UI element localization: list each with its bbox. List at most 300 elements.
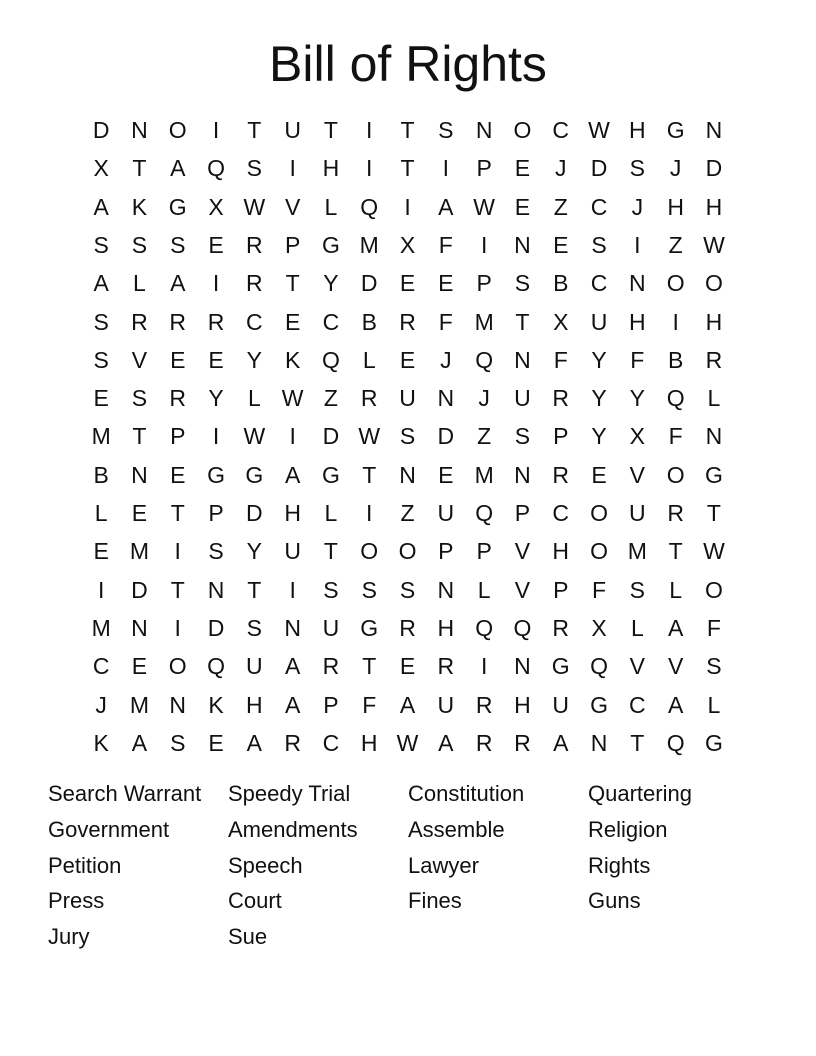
grid-letter: U <box>590 308 608 335</box>
grid-letter: X <box>93 155 109 182</box>
grid-letter: P <box>476 270 492 297</box>
grid-letter: J <box>669 155 682 182</box>
grid-letter: N <box>399 461 416 488</box>
grid-letter: Q <box>475 500 494 526</box>
grid-letter: N <box>169 691 187 718</box>
grid-letter: P <box>284 231 301 258</box>
grid-letter: Z <box>553 193 568 220</box>
grid-letter: Y <box>591 385 607 412</box>
grid-row <box>82 341 734 379</box>
grid-letter: D <box>246 500 263 526</box>
grid-letter: Y <box>246 346 262 373</box>
grid-letter: E <box>438 461 454 488</box>
grid-row <box>82 456 734 494</box>
grid-letter: Q <box>666 729 685 756</box>
grid-letter: E <box>514 155 531 182</box>
grid-letter: F <box>706 614 721 641</box>
grid-letter: U <box>322 614 340 641</box>
grid-letter: R <box>475 691 493 718</box>
grid-letter: T <box>285 270 300 297</box>
grid-letter: I <box>289 423 296 450</box>
grid-letter: G <box>705 729 723 756</box>
word-list-item: Sue <box>228 924 268 950</box>
grid-letter: P <box>170 423 186 450</box>
grid-letter: I <box>289 155 296 182</box>
grid-row <box>82 494 734 532</box>
grid-letter: E <box>93 538 109 565</box>
grid-letter: H <box>322 155 340 182</box>
grid-letter: U <box>246 653 263 680</box>
grid-letter: S <box>514 270 531 297</box>
grid-letter: F <box>438 231 453 258</box>
grid-letter: T <box>132 155 147 182</box>
grid-letter: C <box>552 117 570 143</box>
grid-letter: G <box>168 193 187 220</box>
grid-letter: N <box>514 346 531 373</box>
grid-row <box>82 379 734 417</box>
grid-row <box>82 226 734 264</box>
grid-letter: M <box>129 538 150 565</box>
grid-letter: L <box>324 193 338 220</box>
grid-letter: L <box>630 614 644 641</box>
grid-letter: R <box>552 614 570 641</box>
grid-letter: Y <box>591 423 607 450</box>
grid-letter: N <box>131 117 148 143</box>
grid-letter: S <box>629 576 645 603</box>
grid-letter: E <box>553 231 569 258</box>
grid-letter: A <box>93 193 109 220</box>
grid-letter: W <box>358 423 381 450</box>
grid-letter: I <box>212 423 220 450</box>
grid-letter: H <box>705 193 723 220</box>
grid-letter: L <box>707 691 721 718</box>
grid-letter: L <box>707 385 721 412</box>
grid-row <box>82 571 734 609</box>
grid-letter: M <box>627 538 647 565</box>
grid-letter: H <box>246 691 263 718</box>
grid-letter: J <box>95 691 107 718</box>
grid-letter: U <box>552 691 570 718</box>
grid-letter: A <box>246 729 262 756</box>
grid-letter: I <box>212 117 220 143</box>
grid-letter: N <box>437 385 455 412</box>
grid-letter: D <box>131 576 148 603</box>
grid-letter: E <box>399 653 416 680</box>
grid-letter: E <box>208 729 224 756</box>
grid-letter: O <box>513 117 532 143</box>
grid-letter: S <box>706 653 722 680</box>
word-list-item: Press <box>48 888 105 914</box>
grid-letter: Z <box>668 231 683 258</box>
grid-letter: T <box>170 576 185 603</box>
grid-letter: W <box>703 231 725 258</box>
grid-letter: X <box>553 308 569 335</box>
grid-letter: O <box>590 500 608 526</box>
grid-letter: K <box>93 729 109 756</box>
grid-letter: R <box>284 729 301 756</box>
grid-letter: S <box>93 231 109 258</box>
grid-letter: F <box>362 691 377 718</box>
grid-letter: G <box>590 691 608 718</box>
grid-letter: F <box>553 346 568 373</box>
grid-letter: E <box>514 193 531 220</box>
grid-letter: E <box>399 346 416 373</box>
grid-letter: S <box>591 231 607 258</box>
grid-letter: I <box>480 653 488 680</box>
grid-letter: S <box>170 231 186 258</box>
grid-letter: U <box>284 538 301 565</box>
grid-letter: S <box>131 385 148 412</box>
grid-letter: N <box>437 576 455 603</box>
grid-letter: L <box>94 500 108 526</box>
grid-row <box>82 686 734 724</box>
grid-letter: B <box>93 461 109 488</box>
grid-letter: H <box>514 691 531 718</box>
grid-letter: S <box>93 308 109 335</box>
grid-letter: A <box>93 270 109 297</box>
word-list-item: Fines <box>408 888 462 914</box>
grid-letter: A <box>667 614 684 641</box>
grid-letter: M <box>474 308 494 335</box>
grid-letter: G <box>207 461 225 488</box>
grid-letter: S <box>399 423 416 450</box>
grid-letter: B <box>553 270 569 297</box>
word-list-item: Search Warrant <box>48 781 202 806</box>
grid-letter: E <box>208 346 224 373</box>
grid-letter: N <box>131 461 148 488</box>
grid-letter: F <box>592 576 607 603</box>
grid-letter: F <box>438 308 453 335</box>
word-list-item: Petition <box>48 852 122 878</box>
word-list-item: Speedy Trial <box>228 781 351 806</box>
grid-letter: V <box>667 653 684 680</box>
grid-letter: Y <box>323 270 339 297</box>
grid-letter: E <box>591 461 607 488</box>
grid-letter: S <box>323 576 339 603</box>
grid-letter: F <box>668 423 683 450</box>
grid-letter: S <box>131 231 148 258</box>
grid-letter: H <box>667 193 684 220</box>
grid-letter: I <box>366 500 373 526</box>
grid-letter: H <box>705 308 723 335</box>
grid-letter: N <box>284 614 301 641</box>
grid-letter: X <box>399 231 416 258</box>
grid-letter: T <box>400 117 415 143</box>
grid-letter: L <box>247 385 261 412</box>
grid-letter: Z <box>400 500 415 526</box>
grid-letter: W <box>396 729 419 756</box>
letter-grid <box>82 111 734 761</box>
grid-letter: H <box>284 500 301 526</box>
grid-letter: L <box>362 346 376 373</box>
grid-letter: U <box>399 385 416 412</box>
word-list-item: Speech <box>228 852 303 878</box>
grid-letter: R <box>322 653 340 680</box>
grid-letter: N <box>590 729 608 756</box>
grid-letter: S <box>246 155 262 182</box>
grid-letter: L <box>669 576 683 603</box>
grid-letter: T <box>132 423 147 450</box>
word-list-item: Religion <box>588 816 668 842</box>
grid-letter: B <box>667 346 684 373</box>
grid-row <box>82 303 734 341</box>
grid-letter: E <box>93 385 109 412</box>
grid-letter: H <box>629 308 646 335</box>
grid-letter: E <box>131 653 148 680</box>
grid-row <box>82 532 734 570</box>
grid-letter: M <box>129 691 150 718</box>
grid-letter: R <box>437 653 455 680</box>
grid-letter: I <box>174 614 181 641</box>
grid-letter: P <box>208 500 224 526</box>
word-list-item: Rights <box>588 852 651 878</box>
grid-letter: L <box>477 576 491 603</box>
grid-letter: R <box>399 308 416 335</box>
grid-letter: P <box>514 500 531 526</box>
grid-letter: R <box>207 308 225 335</box>
grid-letter: M <box>474 461 494 488</box>
grid-letter: T <box>323 117 338 143</box>
grid-letter: A <box>170 270 186 297</box>
grid-row <box>82 417 734 455</box>
grid-letter: J <box>440 346 452 373</box>
grid-letter: N <box>705 423 723 450</box>
grid-letter: P <box>553 576 569 603</box>
grid-letter: A <box>553 729 569 756</box>
grid-letter: I <box>366 155 373 182</box>
grid-letter: L <box>324 500 338 526</box>
grid-letter: S <box>208 538 224 565</box>
grid-row <box>82 609 734 647</box>
grid-letter: G <box>551 653 570 680</box>
word-list-item: Assemble <box>408 816 505 842</box>
grid-letter: O <box>360 538 379 565</box>
grid-letter: P <box>553 423 569 450</box>
grid-letter: S <box>361 576 377 603</box>
grid-letter: R <box>475 729 493 756</box>
grid-letter: K <box>284 346 301 373</box>
grid-letter: U <box>437 500 455 526</box>
grid-letter: R <box>169 308 187 335</box>
grid-letter: E <box>208 231 224 258</box>
grid-letter: P <box>323 691 339 718</box>
grid-letter: U <box>514 385 531 412</box>
grid-row <box>82 647 734 685</box>
grid-letter: P <box>438 538 454 565</box>
grid-letter: X <box>629 423 645 450</box>
grid-letter: O <box>398 538 417 565</box>
grid-row <box>82 264 734 302</box>
word-list-item: Guns <box>588 888 641 914</box>
word-list-item: Jury <box>48 924 90 950</box>
grid-letter: Z <box>323 385 338 412</box>
grid-letter: T <box>400 155 415 182</box>
word-list-item: Government <box>48 816 170 842</box>
word-list-item: Constitution <box>408 781 525 806</box>
grid-letter: S <box>438 117 454 143</box>
grid-letter: C <box>629 691 646 718</box>
grid-letter: H <box>552 538 570 565</box>
grid-letter: A <box>399 691 416 718</box>
grid-letter: W <box>703 538 725 565</box>
grid-letter: D <box>360 270 378 297</box>
grid-letter: A <box>170 155 186 182</box>
grid-letter: U <box>284 117 301 143</box>
grid-letter: I <box>672 308 679 335</box>
grid-letter: E <box>170 461 186 488</box>
grid-letter: R <box>246 231 263 258</box>
grid-letter: F <box>630 346 645 373</box>
grid-letter: T <box>706 500 721 526</box>
grid-letter: O <box>168 117 187 143</box>
grid-letter: T <box>362 653 377 680</box>
page-title: Bill of Rights <box>269 36 547 92</box>
grid-letter: A <box>284 691 301 718</box>
grid-letter: R <box>399 614 416 641</box>
grid-row <box>82 188 734 226</box>
grid-letter: I <box>174 538 181 565</box>
grid-letter: T <box>515 308 530 335</box>
grid-letter: O <box>666 461 685 488</box>
grid-letter: E <box>131 500 148 526</box>
grid-letter: T <box>247 576 262 603</box>
grid-letter: P <box>476 155 492 182</box>
grid-letter: L <box>133 270 146 297</box>
grid-letter: T <box>362 461 377 488</box>
grid-letter: H <box>437 614 455 641</box>
grid-letter: G <box>360 614 379 641</box>
grid-row <box>82 111 734 149</box>
grid-letter: I <box>97 576 105 603</box>
grid-letter: M <box>359 231 379 258</box>
grid-letter: T <box>323 538 338 565</box>
grid-letter: Q <box>590 653 608 680</box>
grid-letter: A <box>284 461 301 488</box>
grid-letter: Z <box>477 423 492 450</box>
grid-letter: Q <box>360 193 379 220</box>
grid-letter: I <box>366 117 373 143</box>
grid-letter: I <box>442 155 450 182</box>
grid-letter: D <box>437 423 455 450</box>
grid-letter: N <box>514 653 531 680</box>
word-list-item: Amendments <box>228 816 358 842</box>
grid-letter: N <box>475 117 493 143</box>
grid-letter: G <box>666 117 685 143</box>
grid-letter: X <box>208 193 224 220</box>
grid-letter: K <box>208 691 224 718</box>
grid-letter: J <box>554 155 567 182</box>
grid-letter: A <box>438 193 454 220</box>
grid-letter: G <box>322 231 340 258</box>
grid-letter: W <box>588 117 610 143</box>
grid-letter: W <box>281 385 304 412</box>
grid-letter: S <box>93 346 109 373</box>
grid-letter: N <box>207 576 225 603</box>
grid-letter: C <box>590 193 608 220</box>
grid-letter: R <box>246 270 263 297</box>
grid-letter: D <box>322 423 340 450</box>
grid-letter: Q <box>513 614 532 641</box>
grid-letter: V <box>284 193 301 220</box>
grid-letter: E <box>399 270 416 297</box>
grid-letter: R <box>169 385 187 412</box>
grid-letter: R <box>705 346 723 373</box>
grid-letter: T <box>170 500 185 526</box>
grid-letter: I <box>634 231 641 258</box>
grid-letter: D <box>705 155 723 182</box>
grid-letter: A <box>131 729 148 756</box>
grid-letter: E <box>284 308 301 335</box>
grid-letter: R <box>131 308 148 335</box>
grid-letter: Q <box>322 346 340 373</box>
grid-letter: C <box>246 308 263 335</box>
grid-letter: N <box>705 117 723 143</box>
grid-letter: O <box>168 653 187 680</box>
grid-letter: Q <box>475 614 494 641</box>
grid-letter: W <box>243 193 266 220</box>
word-list-item: Quartering <box>588 781 692 806</box>
grid-letter: P <box>476 538 492 565</box>
grid-letter: G <box>705 461 723 488</box>
grid-letter: N <box>629 270 646 297</box>
grid-letter: V <box>514 576 531 603</box>
grid-letter: K <box>131 193 148 220</box>
grid-letter: I <box>212 270 220 297</box>
grid-letter: Q <box>666 385 685 412</box>
grid-letter: A <box>667 691 684 718</box>
grid-letter: H <box>629 117 646 143</box>
grid-letter: C <box>590 270 608 297</box>
grid-letter: R <box>552 385 570 412</box>
grid-letter: O <box>666 270 685 297</box>
grid-letter: N <box>514 231 531 258</box>
grid-letter: A <box>438 729 454 756</box>
grid-letter: H <box>360 729 378 756</box>
grid-letter: Q <box>207 155 225 182</box>
grid-letter: S <box>246 614 262 641</box>
grid-letter: X <box>591 614 607 641</box>
grid-letter: V <box>629 461 645 488</box>
grid-letter: U <box>437 691 455 718</box>
grid-letter: W <box>243 423 266 450</box>
grid-letter: G <box>322 461 340 488</box>
grid-letter: N <box>514 461 531 488</box>
grid-letter: S <box>514 423 531 450</box>
grid-letter: Q <box>475 346 494 373</box>
grid-letter: T <box>630 729 645 756</box>
grid-letter: V <box>131 346 148 373</box>
grid-letter: O <box>705 576 723 603</box>
grid-letter: E <box>438 270 454 297</box>
grid-letter: M <box>91 614 111 641</box>
grid-letter: D <box>590 155 608 182</box>
grid-letter: A <box>284 653 301 680</box>
grid-letter: T <box>668 538 683 565</box>
grid-letter: S <box>170 729 186 756</box>
grid-letter: S <box>399 576 416 603</box>
grid-letter: Y <box>629 385 645 412</box>
grid-letter: B <box>361 308 377 335</box>
grid-letter: Y <box>246 538 262 565</box>
grid-letter: C <box>322 308 340 335</box>
grid-letter: V <box>629 653 645 680</box>
grid-letter: Q <box>207 653 225 680</box>
grid-letter: W <box>473 193 495 220</box>
grid-letter: M <box>91 423 111 450</box>
grid-letter: N <box>131 614 148 641</box>
grid-letter: S <box>629 155 645 182</box>
grid-letter: R <box>552 461 570 488</box>
